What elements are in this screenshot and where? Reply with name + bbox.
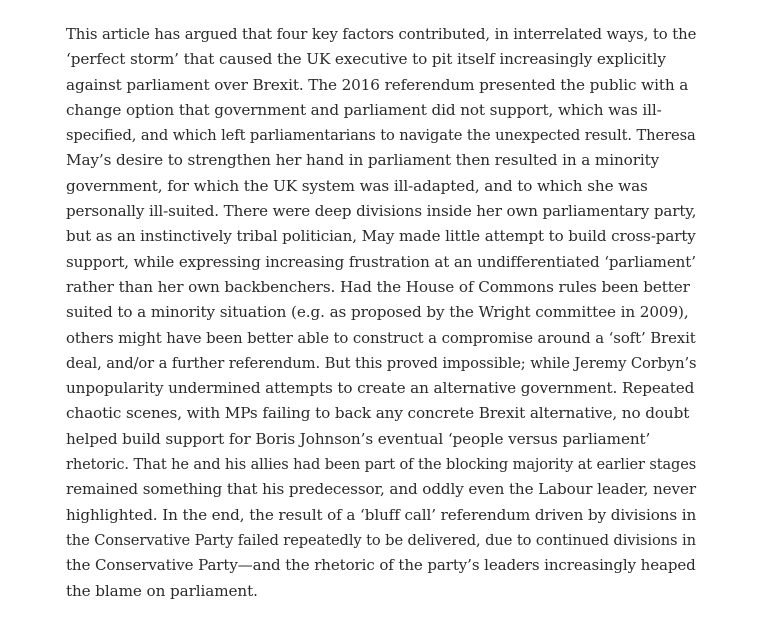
article-body — [66, 22, 696, 604]
paragraph-line-10: support, while expressing increasing frustration at an undifferentiated ‘parliament’ — [66, 252, 696, 271]
paragraph-line-3: against parliament over Brexit. The 2016 referendum presented the public with a — [66, 75, 689, 94]
paragraph-line-15: unpopularity undermined attempts to create an alternative government. Repeated — [66, 379, 695, 398]
paragraph-line-6: May’s desire to strengthen her hand in parliament then resulted in a minority — [66, 151, 660, 170]
paragraph-line-9: but as an instinctively tribal politician, May made little attempt to build cross-party — [66, 227, 696, 246]
paragraph-line-13: others might have been better able to construct a compromise around a ‘soft’ Brexit — [66, 328, 696, 347]
paragraph-line-8: personally ill-suited. There were deep divisions inside her own parliamentary party, — [66, 202, 697, 221]
paragraph-line-11: rather than her own backbenchers. Had the House of Commons rules been better — [66, 277, 690, 296]
paragraph-line-12: suited to a minority situation (e.g. as proposed by the Wright committee in 2009), — [66, 303, 689, 322]
paragraph-line-14: deal, and/or a further referendum. But this proved impossible; while Jeremy Corbyn’s — [66, 353, 697, 372]
paragraph-line-20: highlighted. In the end, the result of a ‘bluff call’ referendum driven by divisions in — [66, 505, 697, 524]
paragraph-line-1: This article has argued that four key factors contributed, in interrelated ways, to the — [66, 25, 697, 43]
paragraph-line-2: ‘perfect storm’ that caused the UK executive to pit itself increasingly explicitly — [66, 50, 666, 69]
paragraph-line-21: the Conservative Party failed repeatedly to be delivered, due to continued divisions in — [66, 530, 696, 549]
paragraph-line-23: the blame on parliament. — [66, 581, 258, 600]
paragraph-line-17: helped build support for Boris Johnson’s eventual ‘people versus parliament’ — [66, 429, 651, 448]
paragraph-line-19: remained something that his predecessor, and oddly even the Labour leader, never — [66, 480, 696, 499]
paragraph-line-18: rhetoric. That he and his allies had been part of the blocking majority at earlier stages — [66, 455, 697, 474]
paragraph-line-7: government, for which the UK system was ill-adapted, and to which she was — [66, 176, 648, 195]
paragraph-line-5: specified, and which left parliamentarians to navigate the unexpected result. Theresa — [66, 126, 696, 145]
paragraph-line-4: change option that government and parliament did not support, which was ill- — [66, 100, 662, 119]
paragraph-line-16: chaotic scenes, with MPs failing to back any concrete Brexit alternative, no doubt — [66, 404, 690, 423]
conclusion-paragraph — [66, 22, 696, 604]
paragraph-line-22: the Conservative Party—and the rhetoric of the party’s leaders increasingly heaped — [66, 556, 696, 575]
